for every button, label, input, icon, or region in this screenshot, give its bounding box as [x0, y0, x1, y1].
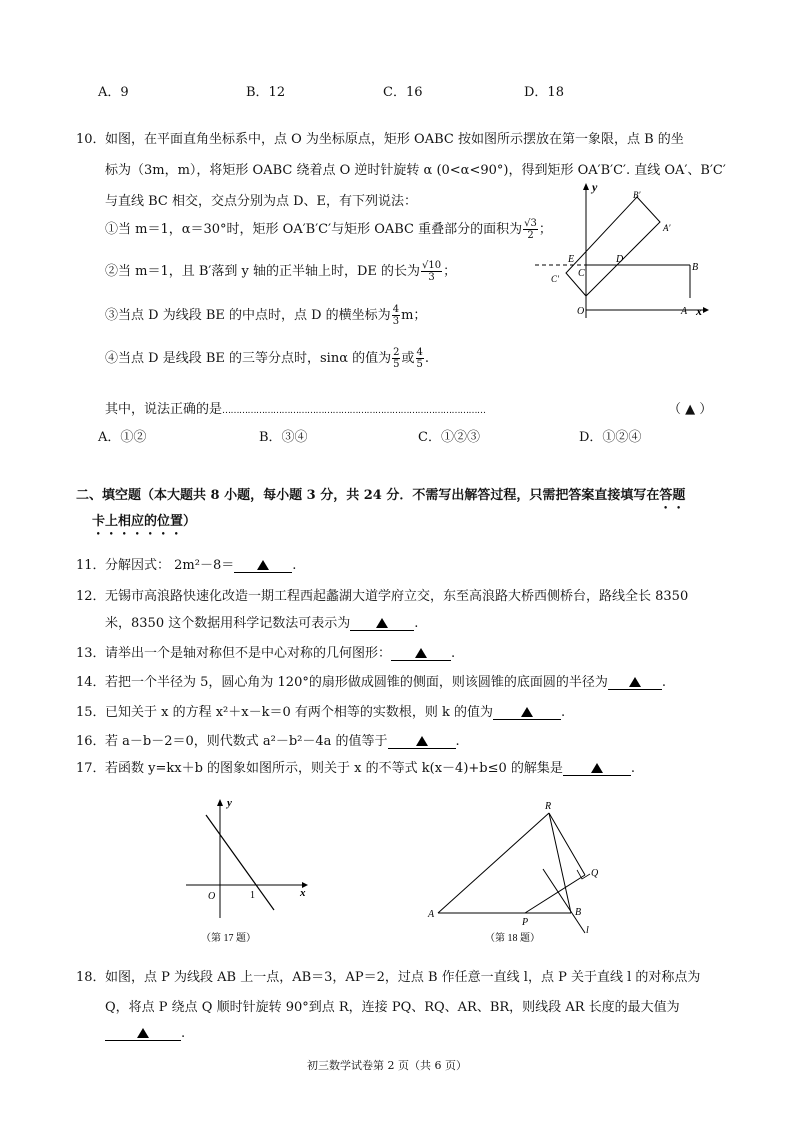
- fig17-y-arrow-icon: [217, 799, 223, 806]
- q10-line-1: 如图，在平面直角坐标系中，点 O 为坐标原点，矩形 OABC 按如图所示摆放在第一象限，点 B 的坐: [105, 132, 684, 147]
- q10-label-o: O: [577, 306, 585, 317]
- q10-label-c-prime: C′: [551, 274, 559, 284]
- fig17-function-line: [206, 815, 274, 910]
- q10-label-b-prime: B′: [633, 190, 641, 200]
- q16-answer-blank[interactable]: [388, 735, 456, 749]
- triangle-icon: [257, 560, 269, 570]
- q10-label-a: A: [681, 306, 688, 317]
- q15-number: 15．: [76, 705, 106, 720]
- fig18-diagram: [425, 793, 625, 953]
- q10-option-b: B．③④: [259, 430, 308, 445]
- q11-answer-blank[interactable]: [234, 559, 292, 573]
- q10-answer-paren: （ ▲ ）: [668, 402, 713, 417]
- q9-option-d: D．18: [524, 85, 564, 100]
- q14-text: 若把一个半径为 5，圆心角为 120°的扇形做成圆锥的侧面，则该圆锥的底面圆的半径为 .: [105, 675, 666, 690]
- fig18-label-r: R: [545, 801, 552, 812]
- q10-number: 10．: [76, 132, 106, 147]
- q11-number: 11．: [76, 558, 106, 573]
- q10-label-a-prime: A′: [663, 223, 671, 233]
- q12-line-2: 米，8350 这个数据用科学记数法可表示为 .: [105, 616, 419, 631]
- q14-number: 14．: [76, 675, 106, 690]
- fig18-segment-ar: [438, 813, 549, 913]
- q17-answer-blank[interactable]: [563, 762, 631, 776]
- q18-answer-blank[interactable]: [105, 1027, 181, 1041]
- q10-line-3: 与直线 BC 相交，交点分别为点 D、E，有下列说法：: [105, 194, 418, 209]
- q10-option-c: C．①②③: [418, 430, 480, 445]
- q10-rotated-rectangle: [566, 197, 660, 296]
- fig17-label-y: y: [227, 797, 232, 809]
- q10-label-c: C: [578, 268, 585, 279]
- fig18-label-l: l: [586, 925, 589, 936]
- fig17-label-x: x: [300, 887, 306, 899]
- fig17-label-o: O: [208, 891, 216, 902]
- triangle-icon: [376, 618, 388, 628]
- q9-option-c: C．16: [383, 85, 423, 100]
- q9-option-a: A．9: [98, 85, 129, 100]
- q10-statement-4: ④当点 D 是线段 BE 的三等分点时，sinα 的值为 $\frac{2}{5}$ 或 $\frac{4}{5}$ .: [105, 347, 430, 370]
- q18-number: 18．: [76, 970, 106, 985]
- q15-answer-blank[interactable]: [493, 706, 561, 720]
- q18-line-2: Q，将点 P 绕点 Q 顺时针旋转 90°到点 R，连接 PQ、RQ、AR、BR，则线段 AR 长度的最大值为: [105, 1000, 680, 1015]
- fig17-label-one: 1: [250, 890, 255, 901]
- q13-text: 请举出一个是轴对称但不是中心对称的几何图形： .: [105, 646, 456, 661]
- q10-option-d: D．①②④: [579, 430, 642, 445]
- q18-line-3: .: [105, 1026, 185, 1041]
- triangle-icon: [137, 1028, 149, 1038]
- q10-y-arrow-icon: [583, 183, 589, 190]
- fig18-label-p: P: [522, 917, 529, 928]
- fig17-caption: （第 17 题）: [201, 933, 256, 944]
- triangle-icon: [521, 707, 533, 717]
- q10-figure: [520, 178, 720, 323]
- fig18-label-b: B: [575, 907, 582, 918]
- q12-number: 12．: [76, 589, 106, 604]
- q10-label-y: y: [592, 180, 598, 194]
- q17-number: 17．: [76, 761, 106, 776]
- q16-number: 16．: [76, 734, 106, 749]
- q18-line-1: 如图，点 P 为线段 AB 上一点，AB＝3，AP＝2，过点 B 作任意一直线 l，点 P 关于直线 l 的对称点为: [105, 970, 701, 985]
- q10-label-x: x: [696, 304, 702, 318]
- triangle-icon: [591, 763, 603, 773]
- q17-text: 若函数 y=kx＋b 的图象如图所示，则关于 x 的不等式 k(x－4)+b≤0 的解集是 .: [105, 761, 636, 776]
- triangle-icon: [415, 648, 427, 658]
- fig18-right-angle-icon: [577, 870, 590, 879]
- q13-number: 13．: [76, 646, 106, 661]
- page-footer: 初三数学试卷第 2 页（共 6 页）: [307, 1059, 467, 1072]
- q10-x-arrow-icon: [703, 307, 709, 313]
- q10-line-2: 标为（3m，m），将矩形 OABC 绕着点 O 逆时针旋转 α (0<α<90°)，得到矩形 OA′B′C′. 直线 OA′、B′C′: [105, 163, 726, 178]
- q11-text: 分解因式： 2m²－8＝ .: [105, 558, 297, 573]
- q10-question: 其中，说法正确的是…………………………………………………………………………………: [105, 402, 486, 417]
- q13-answer-blank[interactable]: [391, 647, 451, 661]
- q12-line-1: 无锡市高浪路快速化改造一期工程西起蠡湖大道学府立交，东至高浪路大桥西侧桥台，路线全长 8350: [105, 589, 689, 604]
- q10-statement-1: ①当 m＝1，α＝30°时，矩形 OA′B′C′与矩形 OABC 重叠部分的面积为 $\frac{√3}{2}$ ；: [105, 218, 552, 241]
- q14-answer-blank[interactable]: [608, 676, 662, 690]
- q10-label-d: D: [616, 254, 624, 265]
- q12-answer-blank[interactable]: [350, 617, 414, 631]
- q10-label-e: E: [568, 254, 575, 265]
- section2-heading-line-1: 二、填空题（本大题共 8 小题，每小题 3 分，共 24 分．不需写出解答过程，只需把答案直接填写在答题: [76, 488, 686, 503]
- q10-statement-3: ③当点 D 为线段 BE 的中点时，点 D 的横坐标为 $\frac{4}{3}$ m；: [105, 304, 427, 327]
- q10-option-a: A．①②: [98, 430, 147, 445]
- fig18-segment-rb: [549, 813, 571, 913]
- q10-statement-2: ②当 m＝1，且 B′落到 y 轴的正半轴上时，DE 的长为 $\frac{√10}{3}$ ；: [105, 260, 457, 283]
- section2-heading-line-2: 卡上相应的位置）: [92, 514, 197, 529]
- q10-label-b: B: [692, 262, 699, 273]
- triangle-icon: [416, 736, 428, 746]
- fig18-caption: （第 18 题）: [485, 933, 540, 944]
- q16-text: 若 a－b－2＝0，则代数式 a²－b²－4a 的值等于 .: [105, 734, 460, 749]
- fig17-graph: [176, 790, 326, 950]
- triangle-icon: [629, 677, 641, 687]
- fig18-label-a: A: [428, 909, 435, 920]
- fig18-label-q: Q: [591, 868, 599, 879]
- fig18-segment-rq: [549, 813, 585, 875]
- q15-text: 已知关于 x 的方程 x²＋x－k＝0 有两个相等的实数根，则 k 的值为 .: [105, 705, 566, 720]
- q9-option-b: B．12: [246, 85, 286, 100]
